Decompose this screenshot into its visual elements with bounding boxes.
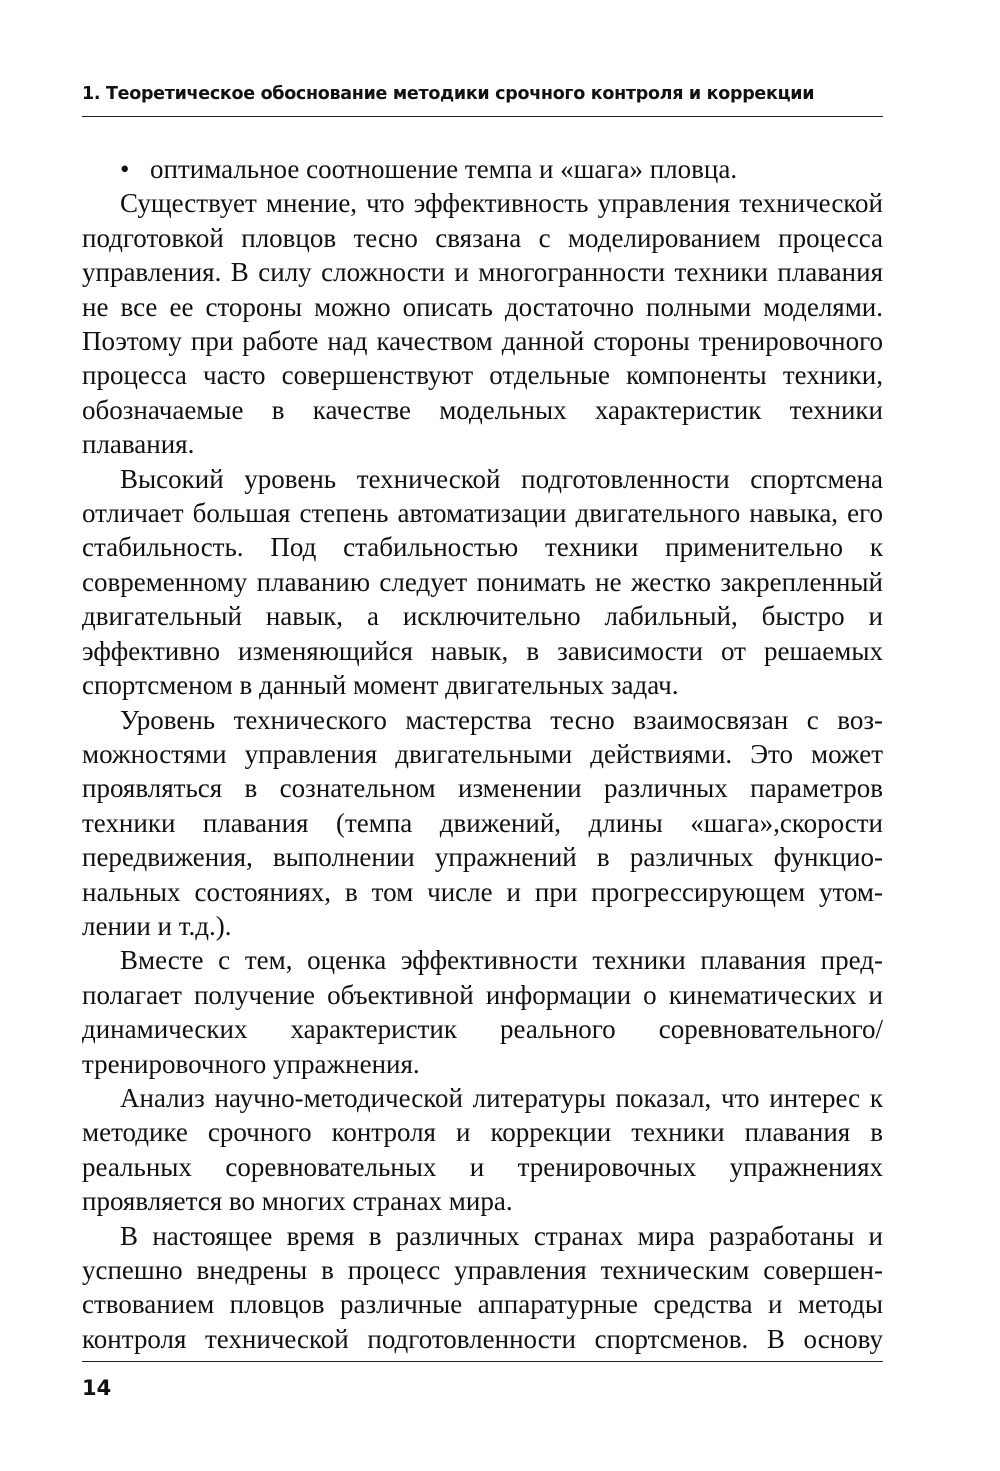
paragraph: Вместе с тем, оценка эффективности техники плавания предполагает получение объективной информации о кинематических и динамических характеристик реального соревновательного/ тренировочного упражнения. xyxy=(82,945,883,1079)
bullet-marker: • xyxy=(120,154,130,184)
body-text xyxy=(82,152,883,1356)
paragraph: В настоящее время в различных странах мира разработаны и успешно внедрены в процесс управления техническим совершенствованием пловцов различные аппаратурные средства и методы контроля технической подготовленности спортсменов. В основу xyxy=(82,1220,883,1354)
footer-rule xyxy=(82,1361,883,1362)
paragraph: Уровень технического мастерства тесно взаимосвязан с возможностями управления двигательными действиями. Это может проявляться в сознательном изменении различных параметров техники плавания (темпа движений, длины «шага»,скорости передвижения, выполнении упражнений в различных функциональных состояниях, в том числе и при прогрессирующем утомлении и т.д.). xyxy=(82,704,883,941)
running-header: 1. Теоретическое обоснование методики срочного контроля и коррекции xyxy=(82,84,815,104)
paragraph: Высокий уровень технической подготовленности спортсмена отличает большая степень автоматизации двигательного навыка, его стабильность. Под стабильностью техники применительно к современному плаванию следует понимать не жестко закрепленный двигательный навык, а исключительно лабильный, быстро и эффективно изменяющийся навык, в зависимости от решаемых спортсменом в данный момент двигательных задач. xyxy=(82,463,883,701)
paragraph: Анализ научно-методической литературы показал, что интерес к методике срочного контроля и коррекции техники плавания в реальных соревновательных и тренировочных упражнениях проявляется во многих странах мира. xyxy=(82,1082,883,1217)
page-number: 14 xyxy=(82,1376,112,1400)
bullet-item-text: оптимальное соотношение темпа и «шага» пловца. xyxy=(150,154,738,184)
paragraph: Существует мнение, что эффективность управления технической подготовкой пловцов тесно связана с моделированием процесса управления. В силу сложности и многогранности техники плавания не все ее стороны можно описать достаточно полными моделями. Поэтому при работе над качеством данной стороны тренировочного процесса часто совершенствуют отдельные компоненты техники, обозначаемые в качестве модельных характеристик техники плавания. xyxy=(82,188,883,460)
bullet-item xyxy=(82,152,883,186)
header-rule xyxy=(82,116,883,117)
